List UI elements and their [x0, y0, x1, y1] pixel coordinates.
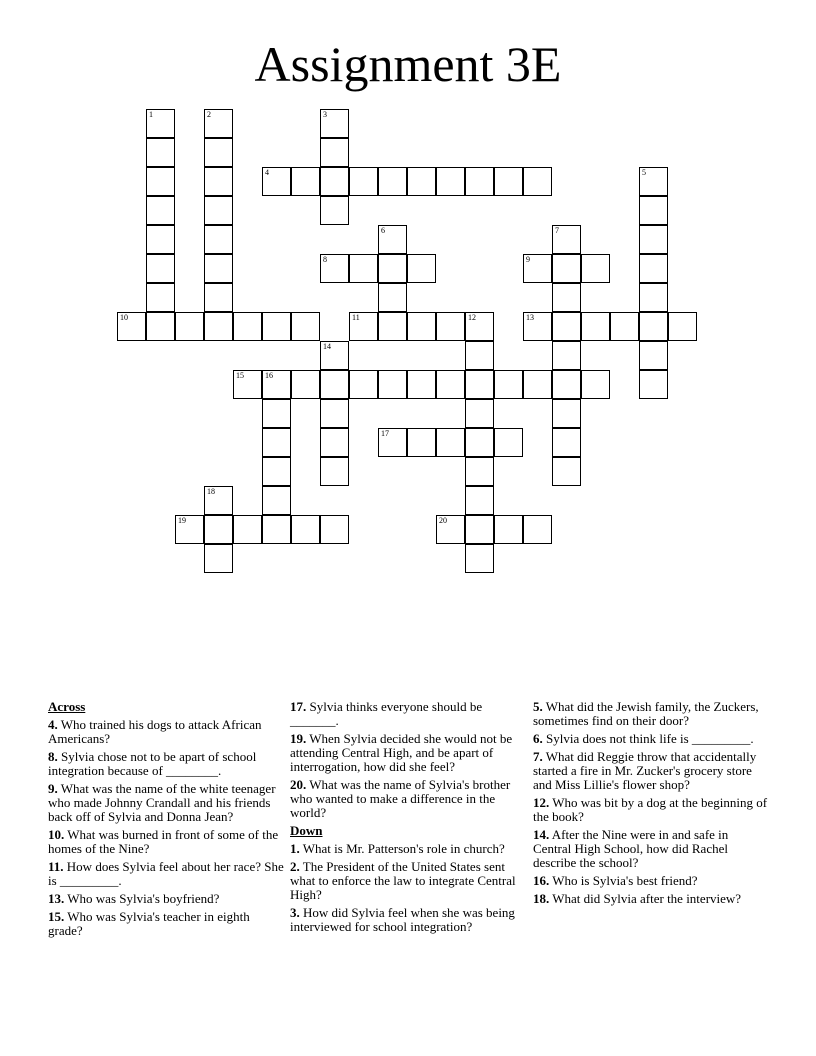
clue — [290, 778, 528, 820]
grid-cell[interactable] — [378, 167, 407, 196]
clue-number: 9 — [526, 255, 530, 264]
clue-number: 16 — [265, 371, 273, 380]
grid-cell[interactable] — [175, 515, 204, 544]
grid-cell[interactable] — [639, 196, 668, 225]
grid-cell[interactable] — [291, 167, 320, 196]
clue-number: 14. — [533, 827, 550, 842]
clue-number: 12 — [468, 313, 476, 322]
grid-cell[interactable] — [146, 283, 175, 312]
clues-column-2 — [290, 700, 528, 938]
grid-cell[interactable] — [146, 254, 175, 283]
grid-cell[interactable] — [291, 515, 320, 544]
grid-cell[interactable] — [378, 254, 407, 283]
clue-number: 10 — [120, 313, 128, 322]
clue-text: What did Sylvia after the interview? — [549, 891, 742, 906]
clue-text: Who trained his dogs to attack African Americans? — [48, 717, 262, 746]
grid-cell[interactable] — [465, 486, 494, 515]
page-title: Assignment 3E — [254, 36, 562, 92]
clue-text: When Sylvia decided she would not be attending Central High, and be apart of interrogation, how did she feel? — [290, 731, 513, 774]
grid-cell[interactable] — [465, 457, 494, 486]
across-clue-list-continued — [290, 700, 528, 820]
clue-text: What is Mr. Patterson's role in church? — [299, 841, 505, 856]
clue-number: 11 — [352, 313, 360, 322]
grid-cell[interactable] — [523, 370, 552, 399]
grid-cell[interactable] — [204, 544, 233, 573]
clue — [533, 828, 769, 870]
grid-cell[interactable] — [349, 167, 378, 196]
clue-number: 6 — [381, 226, 385, 235]
grid-cell[interactable] — [349, 254, 378, 283]
clue-number: 4. — [48, 717, 58, 732]
clue-number: 12. — [533, 795, 550, 810]
grid-cell[interactable] — [465, 370, 494, 399]
clue — [48, 910, 284, 938]
clue-number: 9. — [48, 781, 58, 796]
grid-cell[interactable] — [378, 225, 407, 254]
clue-number: 6. — [533, 731, 543, 746]
clue-text: Sylvia thinks everyone should be _______. — [290, 699, 483, 728]
clue — [290, 842, 528, 856]
grid-cell[interactable] — [204, 312, 233, 341]
grid-cell[interactable] — [494, 167, 523, 196]
grid-cell[interactable] — [465, 399, 494, 428]
clue-number: 18 — [207, 487, 215, 496]
grid-cell[interactable] — [262, 428, 291, 457]
clue-number: 1. — [290, 841, 300, 856]
grid-cell[interactable] — [146, 312, 175, 341]
grid-cell[interactable] — [639, 283, 668, 312]
clue-text: What did Reggie throw that accidentally started a fire in Mr. Zucker's grocery store and Miss Lillie's flower shop? — [533, 749, 757, 792]
clue-text: Sylvia chose not to be apart of school integration because of ________. — [48, 749, 257, 778]
grid-cell[interactable] — [378, 283, 407, 312]
grid-cell[interactable] — [320, 399, 349, 428]
clue-number: 1 — [149, 110, 153, 119]
grid-cell[interactable] — [523, 254, 552, 283]
clue-number: 16. — [533, 873, 550, 888]
clue-text: Who is Sylvia's best friend? — [549, 873, 698, 888]
grid-cell[interactable] — [465, 341, 494, 370]
grid-cell[interactable] — [552, 254, 581, 283]
clue — [290, 860, 528, 902]
clue-number: 5 — [642, 168, 646, 177]
clue — [533, 874, 769, 888]
grid-cell[interactable] — [378, 312, 407, 341]
clue-number: 13 — [526, 313, 534, 322]
grid-cell[interactable] — [581, 254, 610, 283]
grid-cell[interactable] — [552, 428, 581, 457]
grid-cell[interactable] — [639, 225, 668, 254]
grid-cell[interactable] — [175, 312, 204, 341]
clue-number: 10. — [48, 827, 65, 842]
grid-cell[interactable] — [146, 138, 175, 167]
grid-cell[interactable] — [552, 283, 581, 312]
grid-cell[interactable] — [581, 370, 610, 399]
down-clue-list-continued — [533, 700, 769, 906]
grid-cell[interactable] — [204, 167, 233, 196]
clue-text: Who was bit by a dog at the beginning of the book? — [533, 795, 768, 824]
clue-text: What did the Jewish family, the Zuckers, sometimes find on their door? — [533, 699, 759, 728]
grid-cell[interactable] — [639, 312, 668, 341]
clue-number: 14 — [323, 342, 331, 351]
grid-cell[interactable] — [146, 196, 175, 225]
grid-cell[interactable] — [465, 544, 494, 573]
grid-cell[interactable] — [639, 341, 668, 370]
grid-cell[interactable] — [204, 515, 233, 544]
grid-cell[interactable] — [204, 109, 233, 138]
clue-number: 8. — [48, 749, 58, 764]
clue-text: Who was Sylvia's teacher in eighth grade? — [48, 909, 250, 938]
clue-number: 20 — [439, 516, 447, 525]
grid-cell[interactable] — [204, 254, 233, 283]
grid-cell[interactable] — [262, 399, 291, 428]
clue-text: Who was Sylvia's boyfriend? — [64, 891, 220, 906]
grid-cell[interactable] — [407, 370, 436, 399]
grid-cell[interactable] — [523, 167, 552, 196]
grid-cell[interactable] — [552, 225, 581, 254]
grid-cell[interactable] — [204, 283, 233, 312]
grid-cell[interactable] — [436, 167, 465, 196]
clue — [533, 750, 769, 792]
across-heading: Across — [48, 699, 86, 714]
clue — [290, 700, 528, 728]
clue-text: What was the name of the white teenager who made Johnny Crandall and his friends back off of Sylvia and Donna Jean? — [48, 781, 276, 824]
clue — [533, 732, 769, 746]
grid-cell[interactable] — [436, 312, 465, 341]
grid-cell[interactable] — [204, 486, 233, 515]
clue-number: 13. — [48, 891, 65, 906]
clue-text: How does Sylvia feel about her race? She is _________. — [48, 859, 284, 888]
clue-number: 3. — [290, 905, 300, 920]
grid-cell[interactable] — [407, 312, 436, 341]
grid-cell[interactable] — [349, 312, 378, 341]
grid-cell[interactable] — [117, 312, 146, 341]
grid-cell[interactable] — [233, 515, 262, 544]
grid-cell[interactable] — [349, 370, 378, 399]
grid-cell[interactable] — [552, 312, 581, 341]
clue — [290, 732, 528, 774]
grid-cell[interactable] — [465, 428, 494, 457]
grid-cell[interactable] — [639, 167, 668, 196]
grid-cell[interactable] — [320, 515, 349, 544]
clues-column-3 — [533, 700, 769, 910]
clue — [48, 750, 284, 778]
grid-cell[interactable] — [494, 428, 523, 457]
grid-cell[interactable] — [581, 312, 610, 341]
clue-text: How did Sylvia feel when she was being interviewed for school integration? — [290, 905, 515, 934]
clue — [48, 828, 284, 856]
down-clue-list — [290, 842, 528, 934]
grid-cell[interactable] — [262, 167, 291, 196]
clue-text: What was burned in front of some of the homes of the Nine? — [48, 827, 279, 856]
grid-cell[interactable] — [465, 167, 494, 196]
grid-cell[interactable] — [146, 225, 175, 254]
grid-cell[interactable] — [146, 109, 175, 138]
clue — [48, 782, 284, 824]
grid-cell[interactable] — [204, 138, 233, 167]
grid-cell[interactable] — [552, 370, 581, 399]
clue-number: 19. — [290, 731, 307, 746]
grid-cell[interactable] — [320, 457, 349, 486]
clue-number: 5. — [533, 699, 543, 714]
grid-cell[interactable] — [320, 341, 349, 370]
clues-column-1 — [48, 700, 284, 942]
grid-cell[interactable] — [204, 196, 233, 225]
clue-number: 19 — [178, 516, 186, 525]
grid-cell[interactable] — [436, 515, 465, 544]
grid-cell[interactable] — [407, 167, 436, 196]
grid-cell[interactable] — [320, 109, 349, 138]
grid-cell[interactable] — [233, 312, 262, 341]
clue-number: 4 — [265, 168, 269, 177]
grid-cell[interactable] — [320, 167, 349, 196]
grid-cell[interactable] — [378, 370, 407, 399]
clue-text: The President of the United States sent what to enforce the law to integrate Central High? — [290, 859, 516, 902]
clue-number: 18. — [533, 891, 550, 906]
grid-cell[interactable] — [523, 312, 552, 341]
grid-cell[interactable] — [262, 515, 291, 544]
clue — [533, 700, 769, 728]
grid-cell[interactable] — [233, 370, 262, 399]
clue-number: 17. — [290, 699, 307, 714]
grid-cell[interactable] — [552, 457, 581, 486]
grid-cell[interactable] — [320, 254, 349, 283]
grid-cell[interactable] — [436, 370, 465, 399]
clue-number: 7. — [533, 749, 543, 764]
clue — [48, 860, 284, 888]
grid-cell[interactable] — [262, 486, 291, 515]
grid-cell[interactable] — [320, 196, 349, 225]
grid-cell[interactable] — [436, 428, 465, 457]
clue-number: 15 — [236, 371, 244, 380]
clue-number: 17 — [381, 429, 389, 438]
grid-cell[interactable] — [494, 515, 523, 544]
grid-cell[interactable] — [407, 254, 436, 283]
clue-number: 11. — [48, 859, 64, 874]
grid-cell[interactable] — [494, 370, 523, 399]
grid-cell[interactable] — [552, 341, 581, 370]
grid-cell[interactable] — [523, 515, 552, 544]
clue-text: What was the name of Sylvia's brother who wanted to make a difference in the world? — [290, 777, 511, 820]
clue — [48, 718, 284, 746]
down-heading: Down — [290, 823, 323, 838]
grid-cell[interactable] — [320, 428, 349, 457]
grid-cell[interactable] — [320, 370, 349, 399]
clue-text: Sylvia does not think life is _________. — [542, 731, 754, 746]
clue — [533, 892, 769, 906]
clue-number: 3 — [323, 110, 327, 119]
across-clue-list — [48, 718, 284, 938]
grid-cell[interactable] — [291, 370, 320, 399]
grid-cell[interactable] — [668, 312, 697, 341]
grid-cell[interactable] — [146, 167, 175, 196]
clue — [48, 892, 284, 906]
grid-cell[interactable] — [262, 370, 291, 399]
grid-cell[interactable] — [610, 312, 639, 341]
clue-number: 20. — [290, 777, 307, 792]
grid-cell[interactable] — [320, 138, 349, 167]
clue-number: 15. — [48, 909, 65, 924]
grid-cell[interactable] — [291, 312, 320, 341]
grid-cell[interactable] — [262, 457, 291, 486]
clue — [290, 906, 528, 934]
clue — [533, 796, 769, 824]
grid-cell[interactable] — [465, 515, 494, 544]
grid-cell[interactable] — [465, 312, 494, 341]
clue-number: 2. — [290, 859, 300, 874]
grid-cell[interactable] — [639, 254, 668, 283]
clue-text: After the Nine were in and safe in Central High School, how did Rachel describe the school? — [533, 827, 729, 870]
grid-cell[interactable] — [639, 370, 668, 399]
grid-cell[interactable] — [204, 225, 233, 254]
clue-number: 8 — [323, 255, 327, 264]
grid-cell[interactable] — [552, 399, 581, 428]
clue-number: 7 — [555, 226, 559, 235]
grid-cell[interactable] — [378, 428, 407, 457]
grid-cell[interactable] — [262, 312, 291, 341]
clue-number: 2 — [207, 110, 211, 119]
grid-cell[interactable] — [407, 428, 436, 457]
